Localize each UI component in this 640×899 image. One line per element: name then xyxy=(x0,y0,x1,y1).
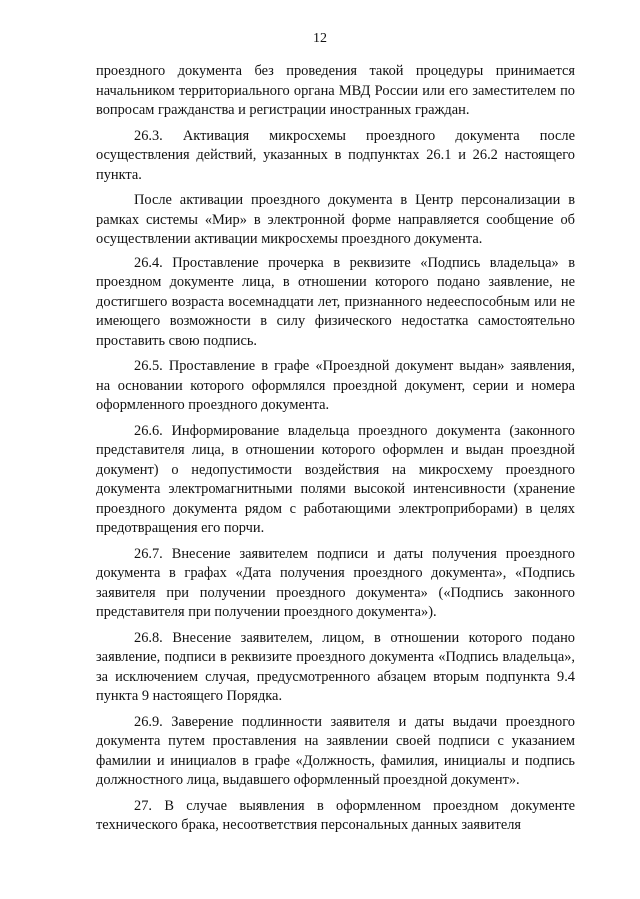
paragraph-26-8: 26.8. Внесение заявителем, лицом, в отношении которого подано заявление, подписи в реквизите проездного документа «Подпись владельца», за исключением случая, предусмотренного абзацем вторым подпункта 9.4 пункта 9 настоящего Порядка. xyxy=(96,629,575,704)
paragraph-26-4: 26.4. Проставление прочерка в реквизите «Подпись владельца» в проездном документе лица, в отношении которого подано заявление, не достигшего возраста восемнадцати лет, признанного недееспособным или не имеющего возможности в силу физического недостатка самостоятельно проставить свою подпись. xyxy=(96,254,575,349)
paragraph-26-3: 26.3. Активация микросхемы проездного документа после осуществления действий, указанных в подпунктах 26.1 и 26.2 настоящего пункта. xyxy=(96,127,575,183)
paragraph-26-5: 26.5. Проставление в графе «Проездной документ выдан» заявления, на основании которого оформлялся проездной документ, серии и номера оформленного проездного документа. xyxy=(96,358,575,413)
paragraph-26-7: 26.7. Внесение заявителем подписи и даты получения проездного документа в графах «Дата получения проездного документа», «Подпись заявителя при получении проездного документа» («Подпись законного представителя при получении проездного документа»). xyxy=(96,545,575,620)
document-body xyxy=(96,62,575,836)
page-number: 12 xyxy=(313,31,327,46)
paragraph-27: 27. В случае выявления в оформленном проездном документе технического брака, несоответствия персональных данных заявителя xyxy=(96,797,575,833)
paragraph-26-6: 26.6. Информирование владельца проездного документа (законного представителя лица, в отношении которого оформлен и выдан проездной документ) о недопустимости воздействия на микросхему проездного документа электромагнитными полями высокой интенсивности (хранение проездного документа рядом с работающими электроприборами) в целях предотвращения его порчи. xyxy=(96,422,575,536)
paragraph-activation-notice: После активации проездного документа в Центр персонализации в рамках системы «Мир» в электронной форме направляется сообщение об осуществлении активации микросхемы проездного документа. xyxy=(96,192,575,247)
paragraph-continuation: проездного документа без проведения такой процедуры принимается начальником территориального органа МВД России или его заместителем по вопросам гражданства и регистрации иностранных граждан. xyxy=(96,63,575,118)
paragraph-26-9: 26.9. Заверение подлинности заявителя и даты выдачи проездного документа путем проставления на заявлении своей подписи с указанием фамилии и инициалов в графе «Должность, фамилия, инициалы и подпись должностного лица, выдавшего оформленный проездной документ». xyxy=(96,713,575,788)
